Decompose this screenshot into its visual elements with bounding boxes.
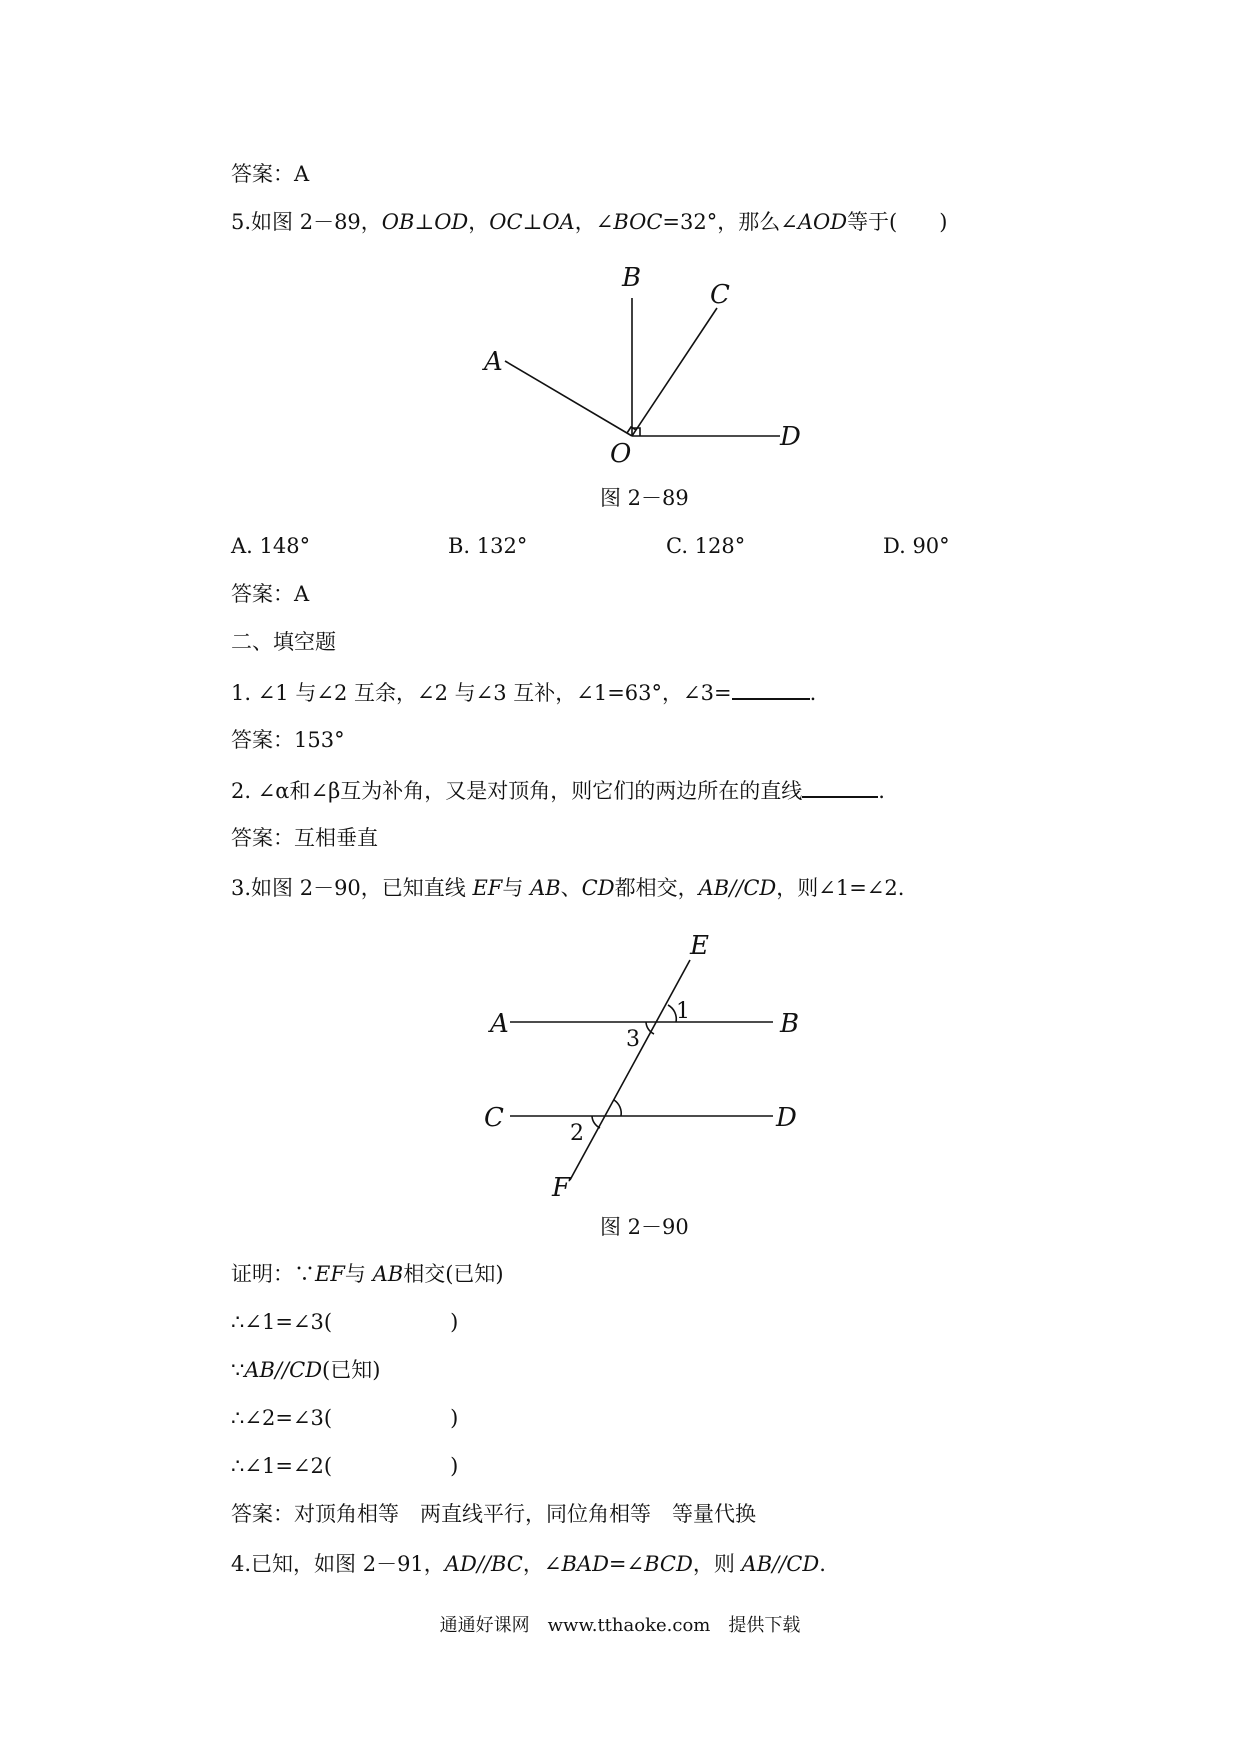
page-footer: 通通好课网 www.tthaoke.com 提供下载 xyxy=(439,1615,801,1636)
option-b: B. 132° xyxy=(448,534,528,558)
label-d: D xyxy=(776,1103,797,1133)
answer-fill-3: 答案：对顶角相等 两直线平行，同位角相等 等量代换 xyxy=(231,1502,756,1526)
label-c: C xyxy=(484,1103,504,1133)
line-ef xyxy=(570,960,690,1180)
figure-2-89-caption: 图 2－89 xyxy=(600,486,689,510)
ray-oc xyxy=(632,308,717,436)
angle-label-2: 2 xyxy=(570,1121,584,1146)
option-c: C. 128° xyxy=(666,534,746,558)
question-5: 5.如图 2－89，OB⊥OD，OC⊥OA，∠BOC=32°，那么∠AOD等于( ) xyxy=(231,210,948,234)
angle-cd-arc xyxy=(614,1100,621,1116)
answer-previous: 答案：A xyxy=(231,162,310,186)
figure-2-90-caption: 图 2－90 xyxy=(600,1215,689,1239)
answer-blank[interactable] xyxy=(732,678,810,700)
label-e: E xyxy=(690,931,709,961)
label-a: A xyxy=(484,347,503,377)
label-d: D xyxy=(780,422,801,452)
fill-question-1: 1. ∠1 与∠2 互余，∠2 与∠3 互补，∠1=63°，∠3= . xyxy=(231,678,816,707)
figure-2-90 xyxy=(470,918,820,1200)
label-a: A xyxy=(490,1009,509,1039)
option-a: A. 148° xyxy=(231,534,311,558)
label-b: B xyxy=(622,263,642,293)
fill-question-3: 3.如图 2－90，已知直线 EF与 AB、CD都相交，AB//CD，则∠1=∠2. xyxy=(231,876,905,900)
label-o: O xyxy=(610,439,632,468)
section-title-fill-blank: 二、填空题 xyxy=(231,630,336,654)
label-f: F xyxy=(552,1173,571,1200)
proof-line-5: ∴∠1=∠2( ) xyxy=(231,1454,459,1478)
proof-line-4: ∴∠2=∠3( ) xyxy=(231,1406,459,1430)
fill-question-2: 2. ∠α和∠β互为补角，又是对顶角，则它们的两边所在的直线 . xyxy=(231,776,885,805)
answer-fill-1: 答案：153° xyxy=(231,728,345,752)
angle-label-1: 1 xyxy=(676,999,690,1024)
label-c: C xyxy=(710,280,730,310)
figure-2-89 xyxy=(470,258,830,468)
angle-label-3: 3 xyxy=(626,1027,640,1052)
answer-fill-2: 答案：互相垂直 xyxy=(231,826,378,850)
proof-line-1: 证明：∵EF与 AB相交(已知) xyxy=(231,1262,504,1286)
fill-question-4: 4.已知，如图 2－91，AD//BC，∠BAD=∠BCD，则 AB//CD. xyxy=(231,1552,826,1576)
option-d: D. 90° xyxy=(883,534,950,558)
proof-line-3: ∵AB//CD(已知) xyxy=(231,1358,381,1382)
label-b: B xyxy=(780,1009,800,1039)
answer-blank[interactable] xyxy=(802,776,878,798)
answer-q5: 答案：A xyxy=(231,582,310,606)
proof-line-2: ∴∠1=∠3( ) xyxy=(231,1310,459,1334)
ray-oa xyxy=(505,361,632,436)
